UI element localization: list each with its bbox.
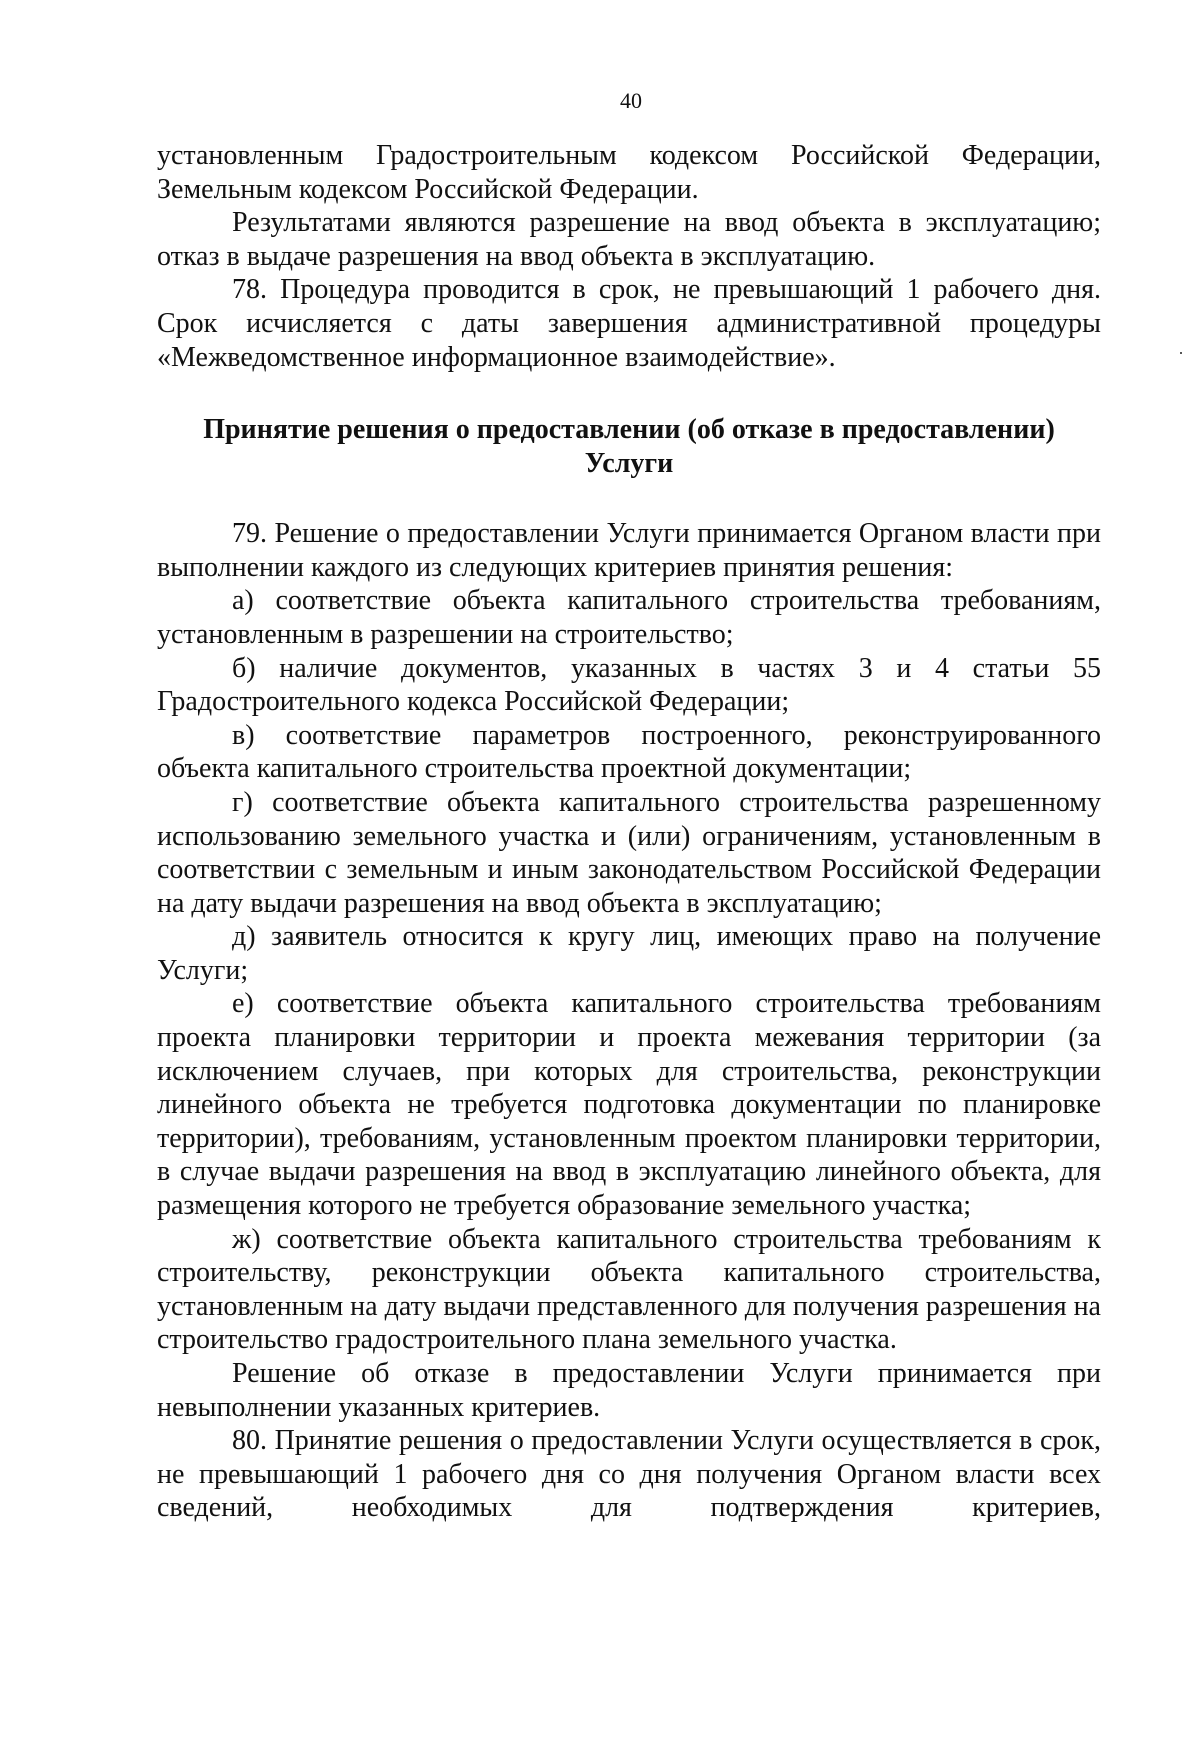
paragraph-80: 80. Принятие решения о предоставлении Услуги осуществляется в срок, не превышающий 1 рабочего дня со дня получения Органом власти всех сведений, необходимых для подтверждения критериев, — [157, 1425, 1101, 1524]
paragraph-78: 78. Процедура проводится в срок, не превышающий 1 рабочего дня. Срок исчисляется с даты завершения административной процедуры «Межведомственное информационное взаимодействие». — [157, 274, 1101, 373]
scan-speck — [1180, 352, 1182, 354]
document-body — [157, 139, 1101, 1525]
criterion-a: а) соответствие объекта капитального строительства требованиям, установленным в разрешении на строительство; — [157, 585, 1101, 650]
paragraph-continuation: установленным Градостроительным кодексом Российской Федерации, Земельным кодексом Российской Федерации. — [157, 140, 1101, 205]
section-heading-line2: Услуги — [584, 448, 674, 480]
paragraph-results: Результатами являются разрешение на ввод объекта в эксплуатацию; отказ в выдаче разрешения на ввод объекта в эксплуатацию. — [157, 207, 1101, 272]
criterion-b: б) наличие документов, указанных в частях 3 и 4 статьи 55 Градостроительного кодекса Российской Федерации; — [157, 652, 1101, 718]
criterion-e: е) соответствие объекта капитального строительства требованиям проекта планировки территории и проекта межевания территории (за исключением случаев, при которых для строительства, реконструкции линейного объекта не требуется подготовка документации по планировке территории), требованиям, установленным проектом планировки территории, в случае выдачи разрешения на ввод в эксплуатацию линейного объекта, для размещения которого не требуется образование земельного участка; — [157, 988, 1101, 1222]
criterion-d: д) заявитель относится к кругу лиц, имеющих право на получение Услуги; — [157, 921, 1101, 986]
section-heading — [157, 413, 1101, 481]
criterion-v: в) соответствие параметров построенного, реконструированного объекта капитального строительства проектной документации; — [157, 719, 1101, 785]
criterion-g: г) соответствие объекта капитального строительства разрешенному использованию земельного участка и (или) ограничениям, установленным в соответствии с земельным и иным законодательством Российской Федерации на дату выдачи разрешения на ввод объекта в эксплуатацию; — [157, 786, 1101, 919]
paragraph-refusal: Решение об отказе в предоставлении Услуги принимается при невыполнении указанных критериев. — [157, 1358, 1101, 1423]
page-number: 40 — [620, 88, 642, 113]
criterion-zh: ж) соответствие объекта капитального строительства требованиям к строительству, реконструкции объекта капитального строительства, установленным на дату выдачи представленного для получения разрешения на строительство градостроительного плана земельного участка. — [157, 1223, 1101, 1356]
section-heading-line1: Принятие решения о предоставлении (об отказе в предоставлении) — [203, 414, 1055, 446]
paragraph-79: 79. Решение о предоставлении Услуги принимается Органом власти при выполнении каждого из следующих критериев принятия решения: — [157, 518, 1101, 583]
